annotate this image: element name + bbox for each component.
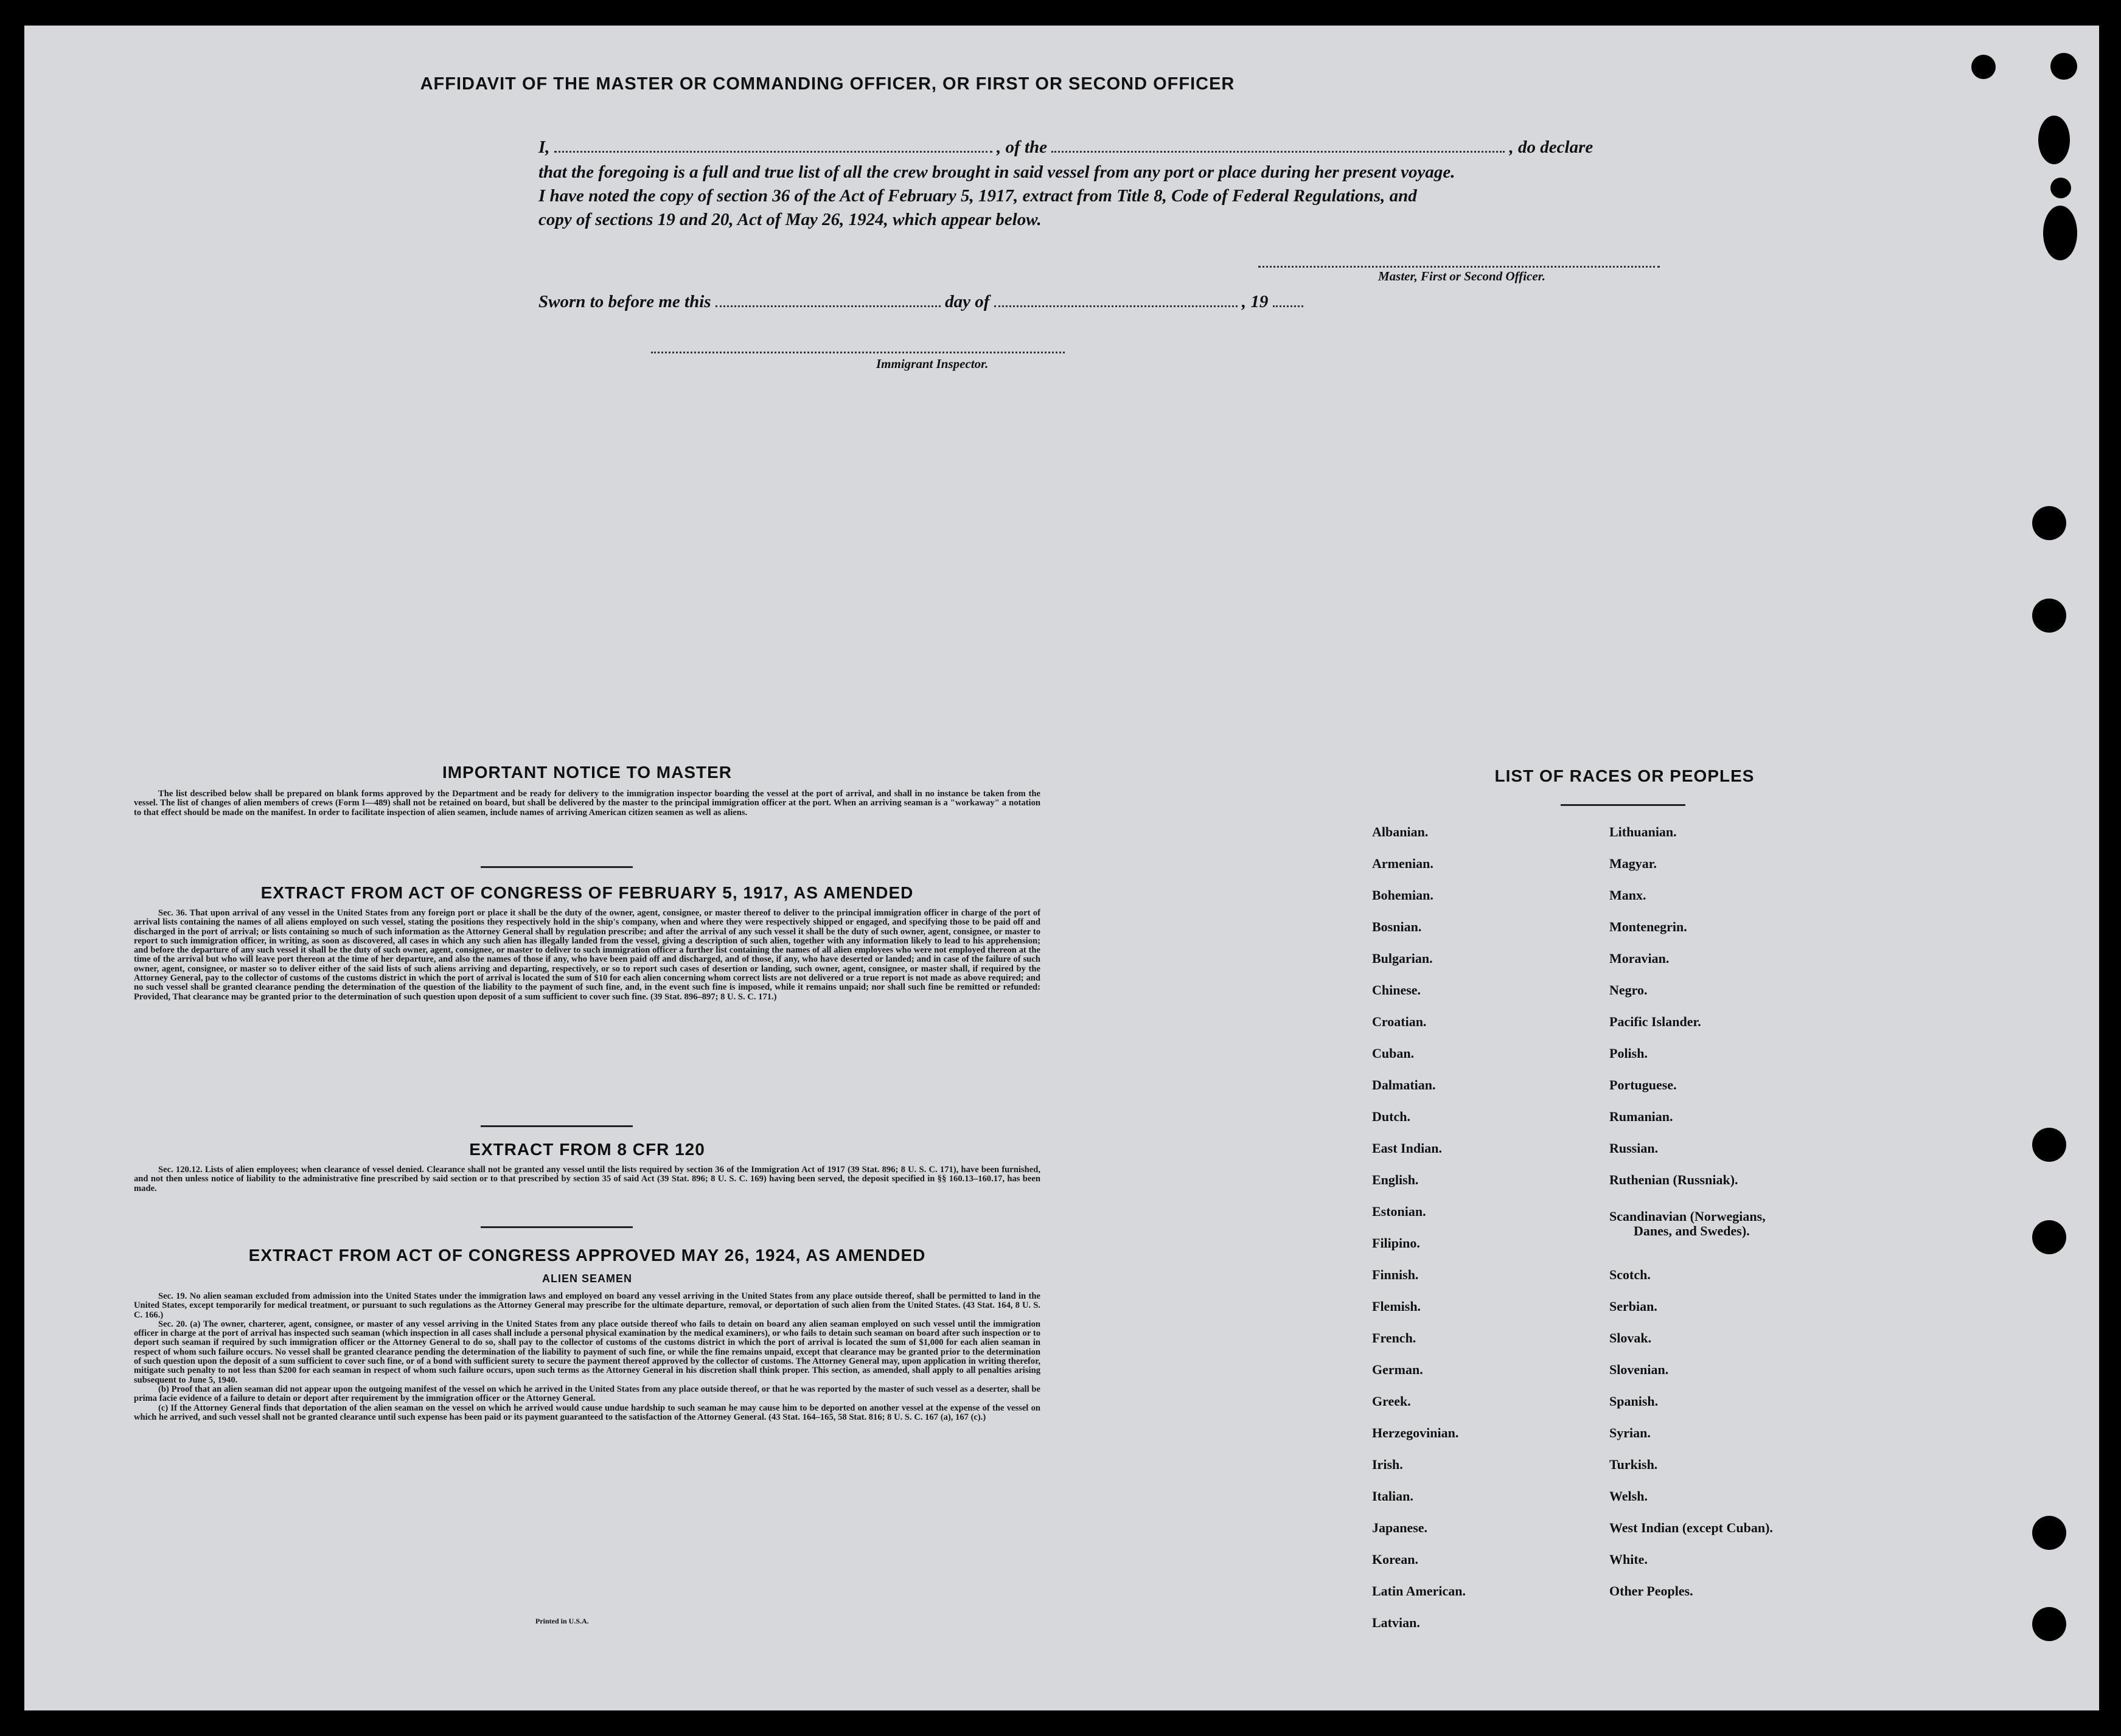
race-item: Pacific Islander. <box>1609 1014 1701 1029</box>
race-item: Moravian. <box>1609 951 1670 966</box>
race-item: Scotch. <box>1609 1267 1651 1282</box>
race-item: Turkish. <box>1609 1457 1658 1472</box>
notice-body <box>134 790 1040 818</box>
day-of-label: day of <box>945 292 990 311</box>
race-item: Slovak. <box>1609 1330 1652 1345</box>
race-item: White. <box>1609 1552 1648 1567</box>
binder-hole-icon <box>2038 116 2070 164</box>
race-item: Italian. <box>1372 1488 1413 1504</box>
section-36-paragraph: Sec. 36. That upon arrival of any vessel in the United States from any foreign port or place it shall be the duty of the owner, agent, consignee, or master thereof to deliver to the principal immigration officer in charge of the port of arrival lists containing the names of all aliens employed on such vessel, stating the positions they respectively hold in the ship's company, when and where they were respectively shipped or engaged, and specifying those to be paid off and discharged in the port of arrival; or lists containing so much of such information as the Attorney General shall by regulation prescribe; and after the arrival of any such vessel it shall be the duty of such owner, agent, consignee, or master to report to such immigration officer, in writing, as soon as discovered, all cases in which any such alien has illegally landed from the vessel, giving a description of such alien, together with any information likely to lead to his apprehension; and before the departure of any such vessel it shall be the duty of such owner, agent, consignee, or master to deliver to such immigration officer a further list containing the names of all alien employees who were not employed thereon at the time of the arrival but who will leave port thereon at the time of her departure, and also the names of those if any, who have been paid off and discharged, and of those, if any, who have deserted or landed; and in case of the failure of such owner, agent, consignee, or master so to deliver either of the said lists of such aliens arriving and departing, respectively, or so to report such cases of desertion or landing, such owner, agent, consignee, or master shall, if required by the Attorney General, pay to the collector of customs of the customs district in which the port of arrival is located the sum of $10 for each alien concerning whom correct lists are not delivered or a true report is not made as above required; and no such vessel shall be granted clearance pending the determination of the question of the liability to the payment of such fine, and, in the event such fine is imposed, while it remains unpaid; nor shall such fine be remitted or refunded: Provided, That clearance may be granted prior to the determination of such question upon deposit of a sum sufficient to cover such fine. (39 Stat. 896–897; 8 U. S. C. 171.) <box>134 908 1040 1002</box>
races-title-underline <box>1561 804 1685 806</box>
year-label: , 19 <box>1241 292 1269 311</box>
race-item: Albanian. <box>1372 824 1429 839</box>
race-item: Bosnian. <box>1372 919 1422 934</box>
race-item: Welsh. <box>1609 1488 1648 1504</box>
race-item: Montenegrin. <box>1609 919 1687 934</box>
race-item: Dalmatian. <box>1372 1077 1436 1092</box>
race-item: Japanese. <box>1372 1520 1428 1535</box>
affidavit-declare-label: , do declare <box>1509 137 1593 157</box>
cfr-body <box>134 1165 1040 1193</box>
extract-1917-title: EXTRACT FROM ACT OF CONGRESS OF FEBRUARY 5, 1917, AS AMENDED <box>260 883 914 902</box>
affidavit-i-label: I, <box>538 137 550 157</box>
section-20c-paragraph: (c) If the Attorney General finds that deportation of the alien seaman on the vessel on which he arrived would cause undue hardship to such seaman he may cause him to be deported on another vessel at the expense of the vessel on which he arrived, and such vessel shall not be granted clearance until such expense has been paid or its payment guaranteed to the satisfaction of the Attorney General. (43 Stat. 164–165, 58 Stat. 816; 8 U. S. C. 167 (a), 167 (c).) <box>134 1403 1040 1422</box>
race-item: Rumanian. <box>1609 1109 1673 1124</box>
race-item: Bohemian. <box>1372 887 1433 903</box>
extract-1924-body <box>134 1292 1040 1422</box>
alien-seamen-subtitle: ALIEN SEAMEN <box>542 1272 632 1285</box>
race-item: Herzegovinian. <box>1372 1425 1459 1440</box>
race-item: Slovenian. <box>1609 1362 1669 1377</box>
section-20b-paragraph: (b) Proof that an alien seaman did not appear upon the outgoing manifest of the vessel on which he arrived in the United States from any place outside thereof, or that he was reported by the master of such vessel as a deserter, shall be prima facie evidence of a failure to detain or deport after requirement by the immigration officer or the Attorney General. <box>134 1384 1040 1404</box>
binder-hole-icon <box>2050 178 2071 198</box>
inspector-signature-line[interactable] <box>651 352 1065 353</box>
race-item: English. <box>1372 1172 1419 1187</box>
race-item: Other Peoples. <box>1609 1583 1693 1599</box>
sworn-month-blank[interactable] <box>994 294 1238 307</box>
race-item: Syrian. <box>1609 1425 1651 1440</box>
section-divider <box>481 1226 633 1228</box>
affidavit-of-the-label: , of the <box>997 137 1048 157</box>
race-item: West Indian (except Cuban). <box>1609 1520 1773 1535</box>
race-item: Greek. <box>1372 1394 1411 1409</box>
race-item: Latvian. <box>1372 1615 1420 1630</box>
section-20a-paragraph: Sec. 20. (a) The owner, charterer, agent, consignee, or master of any vessel arriving in the United States from any place outside thereof who fails to detain on board any alien seaman employed on such vessel until the immigration officer in charge at the port of arrival has inspected such seaman (which inspection in all cases shall include a personal physical examination by the medical examiners), or who fails to detain such seaman on board after such inspection or to deport such seaman if required by such immigration officer or the Attorney General to do so, shall pay to the collector of customs of the customs district in which the port of arrival is located the sum of $1,000 for each alien seaman in respect of whom such failure occurs. No vessel shall be granted clearance pending the determination of the liability to payment of such fine, or while the fine remains unpaid, except that clearance may be granted prior to the determination of such question upon the deposit of a sum sufficient to cover such fine, or of a bond with sufficient surety to secure the payment thereof approved by the collector of customs. The Attorney General may, upon application in writing therefor, mitigate such penalty to not less than $200 for each seaman in respect of whom such failure occurs, upon such terms as the Attorney General in his discretion shall think proper. This section, as amended, shall apply to all penalties arising subsequent to June 5, 1940. <box>134 1319 1040 1385</box>
section-divider <box>481 1125 633 1127</box>
race-item: Magyar. <box>1609 856 1657 871</box>
binder-hole-icon <box>2032 1220 2066 1254</box>
section-19-paragraph: Sec. 19. No alien seaman excluded from admission into the United States under the immigration laws and employed on board any vessel arriving in the United States from any place outside thereof, shall be permitted to land in the United States, except temporarily for medical treatment, or pursuant to such regulations as the Attorney General may prescribe for the ultimate departure, removal, or deportation of such alien from the United States. (43 Stat. 164, 8 U. S. C. 166.) <box>134 1291 1040 1320</box>
binder-hole-icon <box>2043 206 2077 260</box>
race-item: Latin American. <box>1372 1583 1466 1599</box>
race-item: Danes, and Swedes). <box>1634 1223 1750 1238</box>
affidavit-line-3: I have noted the copy of section 36 of the Act of February 5, 1917, extract from Title 8, Code of Federal Regulations, and <box>538 186 1417 206</box>
sworn-day-blank[interactable] <box>716 294 941 307</box>
race-item: Dutch. <box>1372 1109 1410 1124</box>
race-item: French. <box>1372 1330 1416 1345</box>
sworn-year-blank[interactable] <box>1273 294 1303 307</box>
race-item: Filipino. <box>1372 1235 1420 1251</box>
master-signature-line[interactable] <box>1258 266 1660 268</box>
extract-1917-body <box>134 909 1040 1002</box>
vessel-blank[interactable] <box>1051 139 1505 153</box>
extract-1924-title: EXTRACT FROM ACT OF CONGRESS APPROVED MAY 26, 1924, AS AMENDED <box>248 1246 926 1265</box>
document-page <box>24 26 2099 1710</box>
binder-hole-icon <box>2032 1607 2066 1641</box>
binder-hole-icon <box>1971 55 1996 79</box>
affidavit-declaration-line <box>538 137 1593 158</box>
race-item: Flemish. <box>1372 1299 1421 1314</box>
name-blank[interactable] <box>554 139 992 153</box>
master-signature-label: Master, First or Second Officer. <box>1378 269 1545 283</box>
cfr-title: EXTRACT FROM 8 CFR 120 <box>469 1140 705 1159</box>
race-item: Spanish. <box>1609 1394 1659 1409</box>
printed-in-usa: Printed in U.S.A. <box>535 1617 589 1625</box>
binder-hole-icon <box>2032 1516 2066 1550</box>
binder-hole-icon <box>2050 53 2077 80</box>
binder-hole-icon <box>2032 599 2066 633</box>
affidavit-line-4: copy of sections 19 and 20, Act of May 26, 1924, which appear below. <box>538 210 1042 229</box>
binder-hole-icon <box>2032 1128 2066 1162</box>
race-item: German. <box>1372 1362 1423 1377</box>
race-item: Serbian. <box>1609 1299 1657 1314</box>
race-item: East Indian. <box>1372 1141 1442 1156</box>
race-item: Bulgarian. <box>1372 951 1433 966</box>
race-item: Estonian. <box>1372 1204 1426 1219</box>
binder-hole-icon <box>2032 506 2066 540</box>
race-item: Russian. <box>1609 1141 1659 1156</box>
race-item: Croatian. <box>1372 1014 1427 1029</box>
races-title: LIST OF RACES OR PEOPLES <box>1494 766 1755 785</box>
affidavit-line-2: that the foregoing is a full and true list of all the crew brought in said vessel from any port or place during her present voyage. <box>538 162 1455 182</box>
race-item: Ruthenian (Russniak). <box>1609 1172 1738 1187</box>
race-item: Lithuanian. <box>1609 824 1677 839</box>
race-item: Armenian. <box>1372 856 1433 871</box>
race-item: Portuguese. <box>1609 1077 1677 1092</box>
section-120-12-paragraph: Sec. 120.12. Lists of alien employees; when clearance of vessel denied. Clearance shall not be granted any vessel until the lists required by section 36 of the Immigration Act of 1917 (39 Stat. 896; 8 U. S. C. 171), have been furnished, and not then unless notice of liability to the administrative fine prescribed by said section or to that prescribed by section 35 of said Act (39 Stat. 896; 8 U. S. C. 169) having been served, the deposit specified in §§ 160.13–160.17, has been made. <box>134 1165 1040 1193</box>
section-divider <box>481 866 633 868</box>
race-item: Cuban. <box>1372 1046 1415 1061</box>
affidavit-title: AFFIDAVIT OF THE MASTER OR COMMANDING OFFICER, OR FIRST OR SECOND OFFICER <box>420 74 1235 94</box>
race-item: Manx. <box>1609 887 1646 903</box>
notice-paragraph: The list described below shall be prepared on blank forms approved by the Department and be ready for delivery to the immigration inspector boarding the vessel at the port of arrival, and shall in no instance be taken from the vessel. The list of changes of alien members of crews (Form I—489) shall not be retained on board, but shall be delivered by the master to the principal immigration officer at the port. When an arriving seaman is a "workaway" a notation to that effect should be made on the manifest. In order to facilitate inspection of alien seamen, include names of arriving American citizen seamen as well as aliens. <box>134 789 1040 818</box>
sworn-line <box>538 292 1303 312</box>
notice-title: IMPORTANT NOTICE TO MASTER <box>442 763 733 782</box>
race-item: Finnish. <box>1372 1267 1419 1282</box>
race-item: Scandinavian (Norwegians, <box>1609 1209 1766 1224</box>
sworn-label: Sworn to before me this <box>538 292 711 311</box>
inspector-signature-label: Immigrant Inspector. <box>876 356 989 371</box>
race-item: Chinese. <box>1372 982 1421 998</box>
race-item: Irish. <box>1372 1457 1403 1472</box>
race-item: Polish. <box>1609 1046 1648 1061</box>
race-item: Negro. <box>1609 982 1648 998</box>
race-item: Korean. <box>1372 1552 1418 1567</box>
